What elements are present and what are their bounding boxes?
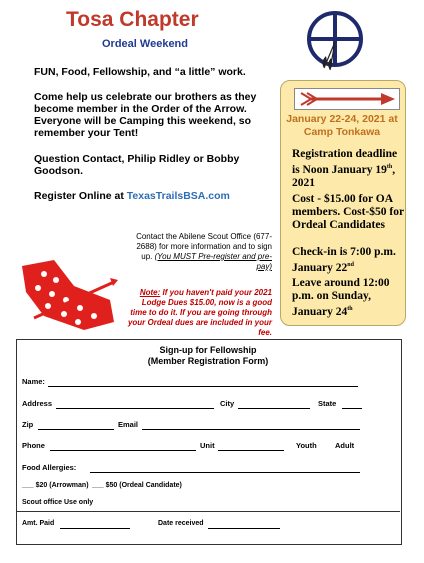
contact-emphasis: (You MUST Pre-register and pre-pay) [154, 252, 272, 271]
form-title-line2: (Member Registration Form) [147, 356, 269, 366]
tagline: FUN, Food, Fellowship, and “a little” work. [34, 66, 246, 78]
note-label: Note: [139, 288, 161, 297]
amt-paid-field[interactable] [60, 528, 130, 529]
arrow-icon [295, 89, 399, 109]
leave-text: Leave around 12:00 p.m. on Sunday, January 24 [292, 277, 390, 318]
unit-label: Unit [200, 441, 215, 450]
fee-ordeal-option[interactable]: ___ $50 (Ordeal Candidate) [92, 482, 182, 489]
deadline-line1: Registration deadline is Noon [292, 148, 398, 176]
email-label: Email [118, 420, 139, 429]
state-field[interactable] [342, 408, 362, 409]
note-text: If you haven't paid your 2021 Lodge Dues $15.00, now is a good time to do it. If you are going through your Ordeal dues are included in your fee. [127, 288, 272, 337]
event-subtitle: Ordeal Weekend [102, 38, 188, 50]
checkin-sup: nd [347, 262, 354, 268]
office-divider [16, 511, 400, 512]
unit-field[interactable] [218, 450, 284, 451]
amt-paid-label: Amt. Paid [22, 520, 55, 527]
fee-arrowman-option[interactable]: ___ $20 (Arrowman) [22, 482, 89, 489]
deadline-sup: th [386, 164, 393, 170]
intro-paragraph: Come help us celebrate our brothers as they become member in the Order of the Arrow. Everyone will be Camping this weekend, so remember your Tent! [34, 91, 257, 139]
lodge-dues-note [124, 288, 272, 338]
food-allergies-label: Food Allergies: [22, 463, 77, 472]
register-prefix: Register Online at [34, 190, 127, 202]
city-field[interactable] [238, 408, 310, 409]
deadline-year: , 2021 [292, 163, 396, 189]
chapter-title: Tosa Chapter [66, 8, 199, 31]
name-field[interactable] [48, 386, 358, 387]
address-field[interactable] [56, 408, 214, 409]
zip-field[interactable] [38, 429, 114, 430]
register-link[interactable]: TexasTrailsBSA.com [126, 190, 230, 202]
form-title-line1: Sign-up for Fellowship [159, 345, 257, 355]
date-received-field[interactable] [208, 528, 280, 529]
address-label: Address [22, 399, 53, 408]
phone-field[interactable] [50, 450, 196, 451]
cost-info: Cost - $15.00 for OA members. Cost-$50 for Ordeal Candidates [292, 193, 404, 231]
leave-sup: th [347, 306, 353, 312]
oa-chapter-logo-icon [304, 10, 366, 72]
zip-label: Zip [22, 420, 34, 429]
event-dates-location: January 22-24, 2021 at Camp Tonkawa [286, 113, 398, 138]
food-allergies-field[interactable] [90, 472, 360, 473]
deadline-date: January 19 [331, 163, 387, 176]
checkin-text: Check-in is 7:00 p.m. January 22 [292, 246, 396, 274]
office-use-label: Scout office Use only [22, 499, 94, 506]
contact-text: Contact the Abilene Scout Office (677-2688) for more information and to sign up. [136, 232, 272, 261]
phone-label: Phone [22, 441, 45, 450]
city-label: City [220, 399, 235, 408]
youth-option[interactable]: Youth [296, 441, 317, 450]
contact-info [130, 232, 272, 272]
checkin-info [292, 246, 404, 275]
register-line [34, 190, 274, 202]
date-received-label: Date received [158, 520, 204, 527]
adult-option[interactable]: Adult [335, 441, 355, 450]
email-field[interactable] [142, 429, 360, 430]
question-contact: Question Contact, Philip Ridley or Bobby Goodson. [34, 153, 240, 177]
state-label: State [318, 399, 337, 408]
form-title [16, 345, 400, 367]
arrow-banner [294, 88, 400, 110]
arrowhead-icon [14, 256, 124, 336]
registration-deadline [292, 148, 404, 190]
name-label: Name: [22, 377, 45, 386]
leave-info [292, 277, 404, 319]
